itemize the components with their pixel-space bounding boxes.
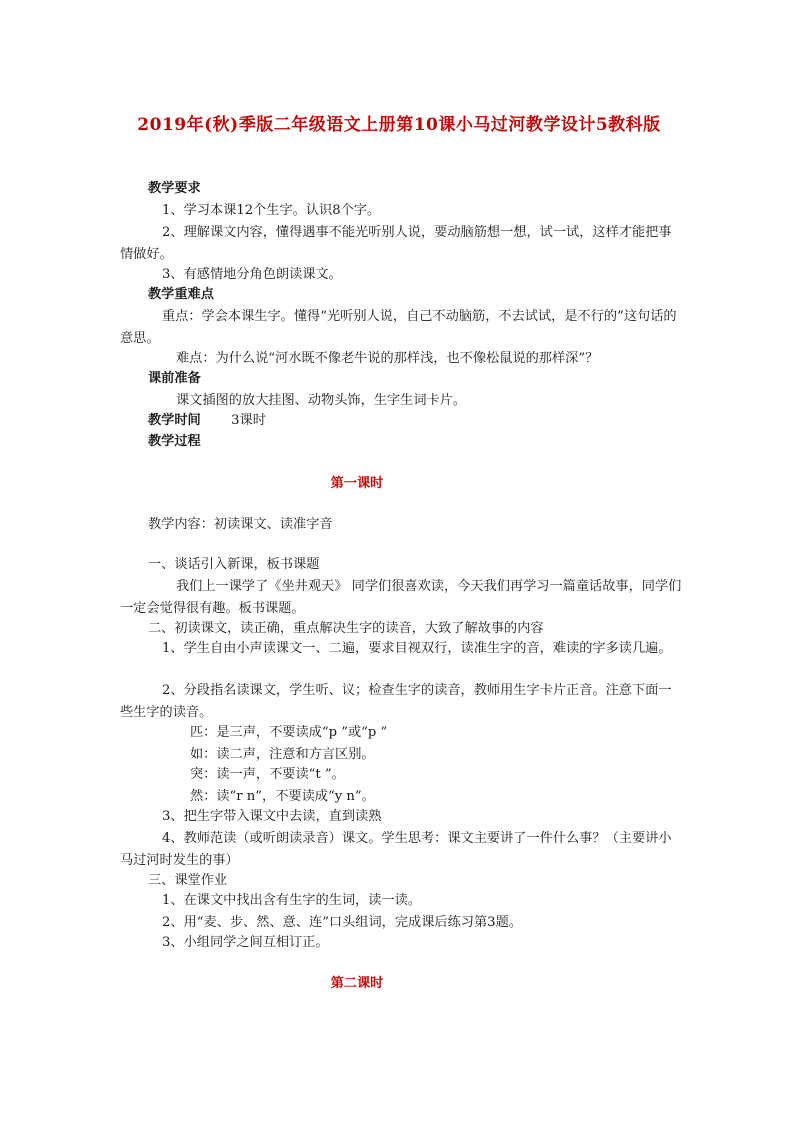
keypoint-main: 重点：学会本课生字。懂得“光听别人说，自己不动脑筋，不去试试，是不行的”这句话的意思。	[120, 309, 677, 346]
pronunciation-1: 匹：是三声，不要读成“p ”或“p ”	[190, 725, 388, 740]
document-title: 2019年(秋)季版二年级语文上册第10课小马过河教学设计5教科版	[137, 115, 661, 135]
preparation-heading: 课前准备	[148, 371, 201, 386]
step-1-heading: 一、谈话引入新课，板书课题	[148, 557, 320, 572]
step-2-item-1: 1、学生自由小声读课文一、二遍，要求目视双行，读准生字的音，难读的字多读几遍。	[162, 641, 672, 656]
lesson-2-heading: 第二课时	[330, 976, 384, 991]
pronunciation-2: 如：读二声，注意和方言区别。	[190, 747, 375, 762]
keypoints-heading: 教学重难点	[148, 287, 214, 302]
step-2-item-2: 2、分段指名读课文，学生听、议；检查生字的读音，教师用生字卡片正音。注意下面一些生字的读音。	[120, 683, 672, 720]
pronunciation-4: 然：读“r n”，不要读成“y n”。	[190, 789, 375, 804]
requirement-1: 1、学习本课12个生字。认识8个字。	[162, 203, 381, 218]
requirements-heading: 教学要求	[148, 181, 201, 196]
step-2-item-4: 4、教师范读（或听朗读录音）课文。学生思考：课文主要讲了一件什么事？（主要讲小马过河时发生的事）	[120, 831, 672, 868]
lesson-1-content: 教学内容：初读课文、读准字音	[148, 517, 333, 532]
step-3-heading: 三、课堂作业	[148, 873, 228, 888]
teaching-time-heading: 教学时间	[148, 413, 201, 428]
teaching-time-row	[148, 410, 710, 432]
teaching-time-value: 3课时	[231, 413, 266, 428]
lesson-1-heading: 第一课时	[330, 476, 384, 491]
step-1-paragraph: 我们上一课学了《坐井观天》 同学们很喜欢读，今天我们再学习一篇童话故事，同学们一定会觉得很有趣。板书课题。	[120, 579, 682, 616]
step-2-item-3: 3、把生字带入课文中去读，直到读熟	[162, 809, 382, 824]
step-3-item-2: 2、用“麦、步、然、意、连”口头组词，完成课后练习第3题。	[162, 915, 522, 930]
step-2-heading: 二、初读课文，读正确，重点解决生字的读音，大致了解故事的内容	[148, 621, 544, 636]
step-3-item-1: 1、在课文中找出含有生字的生词，读一读。	[162, 893, 421, 908]
pronunciation-3: 突：读一声，不要读“t ”。	[190, 767, 345, 782]
step-3-item-3: 3、小组同学之间互相订正。	[162, 935, 329, 950]
keypoint-difficult: 难点：为什么说“河水既不像老牛说的那样浅，也不像松鼠说的那样深”？	[176, 351, 599, 366]
preparation-text: 课文插图的放大挂图、动物头饰，生字生词卡片。	[176, 393, 467, 408]
process-heading: 教学过程	[148, 434, 201, 449]
requirement-3: 3、有感情地分角色朗读课文。	[162, 267, 342, 282]
requirement-2: 2、理解课文内容，懂得遇事不能光听别人说，要动脑筋想一想，试一试，这样才能把事情做好。	[120, 225, 672, 262]
